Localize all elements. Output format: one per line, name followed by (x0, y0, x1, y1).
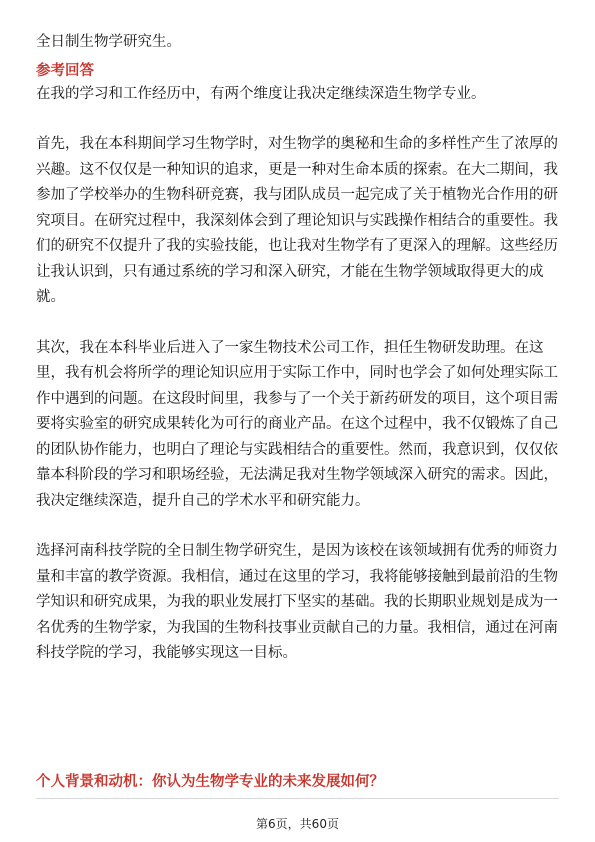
next-question-heading: 个人背景和动机：你认为生物学专业的未来发展如何？ (36, 774, 384, 790)
paragraph-line: 要将实验室的研究成果转化为可行的商业产品。在这个过程中，我不仅锻炼了自己 (36, 416, 558, 432)
document-body (36, 30, 559, 667)
paragraph-line: 作中遇到的问题。在这段时间里，我参与了一个关于新药研发的项目，这个项目需 (36, 390, 558, 407)
paragraph-line: 让我认识到，只有通过系统的学习和深入研究，才能在生物学领域取得更大的成 (36, 263, 544, 280)
paragraph-line: 参加了学校举办的生物科研竞赛，我与团队成员一起完成了关于植物光合作用的研 (36, 187, 558, 203)
paragraph-line: 首先，我在本科期间学习生物学时，对生物学的奥秘和生命的多样性产生了浓厚的 (36, 136, 558, 152)
paragraph-line: 名优秀的生物学家，为我国的生物科技事业贡献自己的力量。我相信，通过在河南 (36, 619, 558, 636)
paragraph-line: 学知识和研究成果，为我的职业发展打下坚实的基础。我的长期职业规划是成为一 (36, 594, 558, 610)
paragraph-line: 我决定继续深造，提升自己的学术水平和研究能力。 (36, 492, 370, 509)
paragraph-line: 就。 (36, 289, 65, 305)
lead-line: 全日制生物学研究生。 (36, 34, 181, 50)
paragraph-line: 其次，我在本科毕业后进入了一家生物技术公司工作，担任生物研发助理。在这 (36, 339, 544, 356)
body-paragraph (36, 132, 559, 311)
paragraph-list (36, 132, 559, 667)
body-paragraph (36, 336, 559, 515)
paragraph-line: 科技学院的学习，我能够实现这一目标。 (36, 645, 297, 661)
paragraph-line: 们的研究不仅提升了我的实验技能，也让我对生物学有了更深入的理解。这些经历 (36, 238, 558, 254)
paragraph-line: 里，我有机会将所学的理论知识应用于实际工作中，同时也学会了如何处理实际工 (36, 365, 558, 381)
paragraph-line: 究项目。在研究过程中，我深刻体会到了理论知识与实践操作相结合的重要性。我 (36, 212, 558, 229)
body-paragraph (36, 539, 559, 667)
paragraph-line: 选择河南科技学院的全日制生物学研究生，是因为该校在该领域拥有优秀的师资力 (36, 543, 558, 559)
paragraph-line: 的团队协作能力，也明白了理论与实践相结合的重要性。然而，我意识到，仅仅依 (36, 441, 558, 458)
paragraph-line: 量和丰富的教学资源。我相信，通过在这里的学习，我将能够接触到最前沿的生物 (36, 568, 558, 585)
divider-line (36, 798, 559, 799)
paragraph-line: 兴趣。这不仅仅是一种知识的追求，更是一种对生命本质的探索。在大二期间，我 (36, 161, 558, 178)
answer-label: 参考回答 (36, 62, 94, 79)
page-number: 第6页，共60页 (256, 817, 339, 831)
paragraph-line: 靠本科阶段的学习和职场经验，无法满足我对生物学领域深入研究的需求。因此， (36, 467, 558, 483)
intro-line: 在我的学习和工作经历中，有两个维度让我决定继续深造生物学专业。 (36, 85, 486, 102)
